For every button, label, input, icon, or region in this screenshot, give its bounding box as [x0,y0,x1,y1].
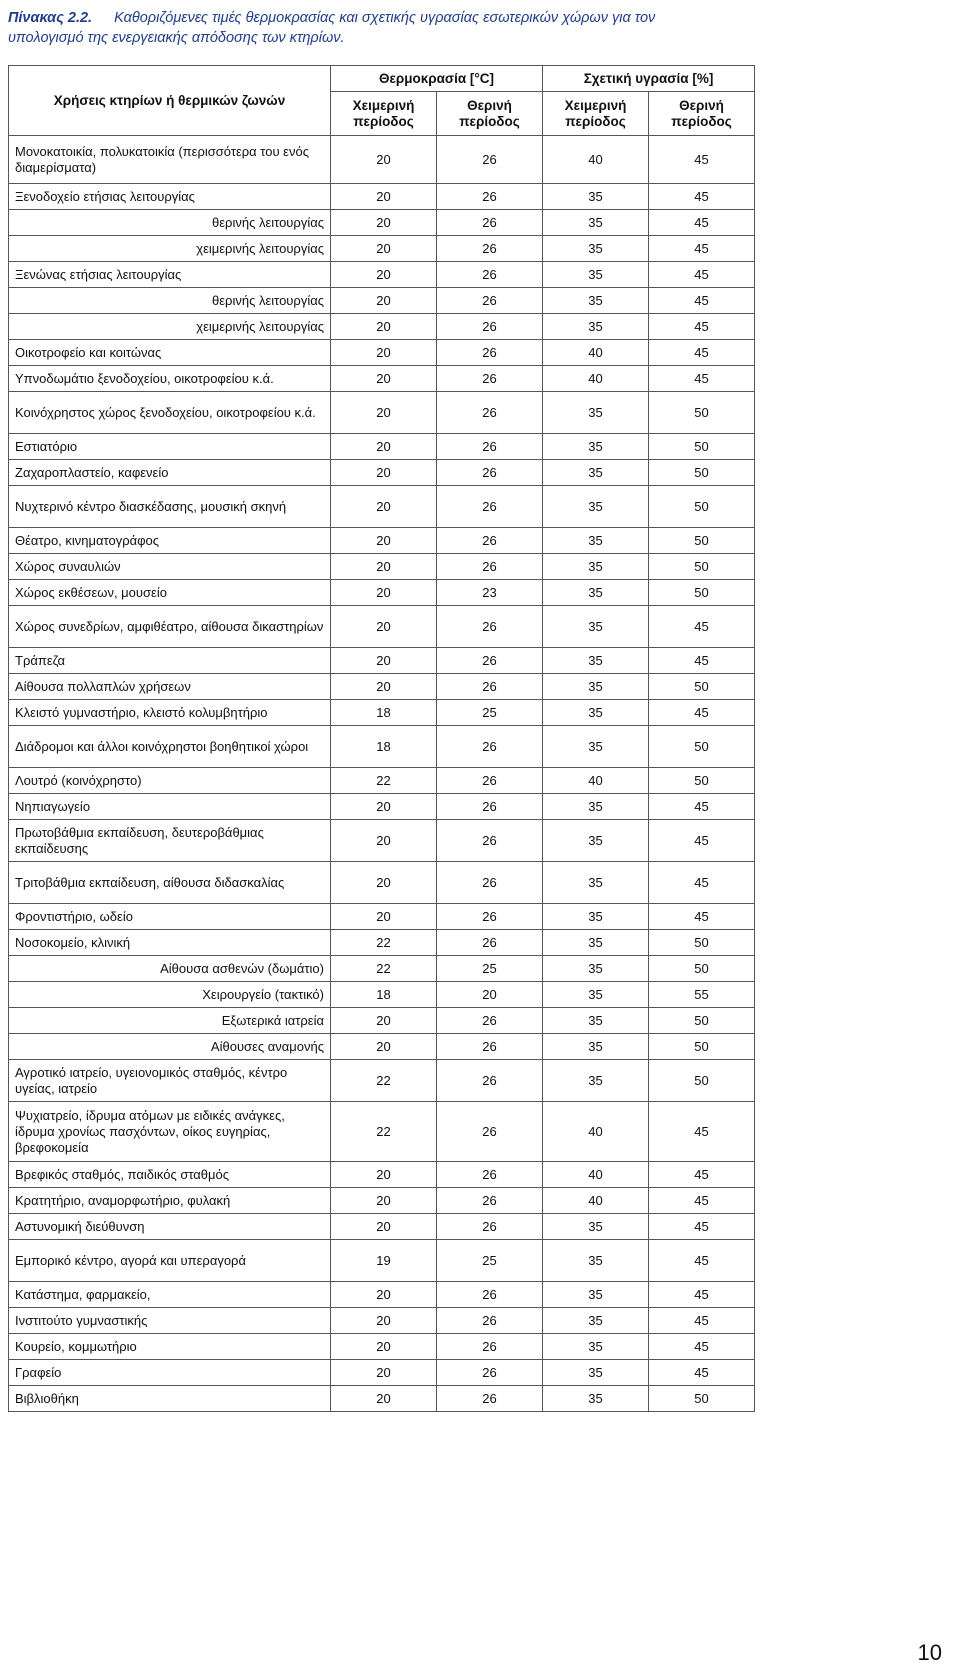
cell-temp-summer: 26 [437,674,543,700]
table-row [9,1386,755,1412]
cell-hum-winter: 35 [543,956,649,982]
cell-hum-summer: 45 [649,904,755,930]
cell-hum-winter: 35 [543,314,649,340]
cell-hum-summer: 50 [649,956,755,982]
cell-hum-summer: 45 [649,314,755,340]
table-row [9,1060,755,1102]
cell-hum-summer: 45 [649,366,755,392]
cell-temp-winter: 20 [331,554,437,580]
cell-temp-summer: 26 [437,1334,543,1360]
cell-temp-summer: 26 [437,1008,543,1034]
cell-hum-summer: 50 [649,528,755,554]
row-use-name: Θέατρο, κινηματογράφος [9,528,331,554]
cell-temp-winter: 20 [331,648,437,674]
cell-temp-winter: 20 [331,904,437,930]
table-row [9,554,755,580]
cell-temp-winter: 20 [331,288,437,314]
table-caption [8,8,708,48]
cell-hum-summer: 50 [649,1386,755,1412]
cell-hum-summer: 50 [649,392,755,434]
cell-hum-winter: 35 [543,1282,649,1308]
cell-temp-summer: 25 [437,700,543,726]
cell-hum-winter: 40 [543,340,649,366]
row-use-name: Υπνοδωμάτιο ξενοδοχείου, οικοτροφείου κ.ά. [9,366,331,392]
cell-hum-summer: 50 [649,768,755,794]
row-use-name: χειμερινής λειτουργίας [9,314,331,340]
cell-hum-winter: 35 [543,862,649,904]
cell-temp-winter: 20 [331,862,437,904]
cell-temp-winter: 22 [331,956,437,982]
table-row [9,236,755,262]
table-row [9,1214,755,1240]
table-row [9,768,755,794]
table-row [9,366,755,392]
caption-label: Πίνακας 2.2. [8,10,93,26]
table-row [9,1334,755,1360]
row-use-name: Τριτοβάθμια εκπαίδευση, αίθουσα διδασκαλίας [9,862,331,904]
cell-temp-summer: 26 [437,366,543,392]
cell-temp-winter: 20 [331,1360,437,1386]
row-use-name: Αίθουσα πολλαπλών χρήσεων [9,674,331,700]
cell-temp-winter: 20 [331,674,437,700]
table-row [9,486,755,528]
cell-temp-summer: 26 [437,1188,543,1214]
table-row [9,528,755,554]
cell-temp-winter: 22 [331,930,437,956]
row-use-name: Χειρουργείο (τακτικό) [9,982,331,1008]
table-row [9,340,755,366]
row-use-name: Ξενοδοχείο ετήσιας λειτουργίας [9,184,331,210]
cell-hum-summer: 45 [649,1214,755,1240]
row-use-name: Ζαχαροπλαστείο, καφενείο [9,460,331,486]
cell-temp-winter: 20 [331,1282,437,1308]
cell-temp-winter: 20 [331,210,437,236]
page-number: 10 [917,1640,942,1665]
row-use-name: Γραφείο [9,1360,331,1386]
table-row [9,1008,755,1034]
cell-hum-winter: 35 [543,1060,649,1102]
cell-hum-summer: 45 [649,1162,755,1188]
cell-hum-winter: 40 [543,1188,649,1214]
table-row [9,392,755,434]
cell-temp-summer: 26 [437,460,543,486]
table-row [9,136,755,184]
cell-hum-winter: 35 [543,486,649,528]
cell-hum-winter: 35 [543,460,649,486]
row-use-name: Εξωτερικά ιατρεία [9,1008,331,1034]
cell-hum-winter: 35 [543,606,649,648]
row-use-name: Χώρος συνεδρίων, αμφιθέατρο, αίθουσα δικαστηρίων [9,606,331,648]
row-use-name: Βρεφικός σταθμός, παιδικός σταθμός [9,1162,331,1188]
cell-hum-winter: 35 [543,184,649,210]
cell-hum-winter: 35 [543,674,649,700]
table-row [9,210,755,236]
table-row [9,314,755,340]
cell-hum-summer: 45 [649,1308,755,1334]
cell-hum-summer: 50 [649,1008,755,1034]
cell-temp-winter: 20 [331,434,437,460]
row-use-name: Αίθουσα ασθενών (δωμάτιο) [9,956,331,982]
cell-hum-winter: 35 [543,236,649,262]
cell-temp-winter: 20 [331,528,437,554]
row-use-name: Λουτρό (κοινόχρηστο) [9,768,331,794]
cell-hum-summer: 45 [649,820,755,862]
cell-hum-summer: 45 [649,700,755,726]
cell-hum-winter: 35 [543,288,649,314]
cell-hum-winter: 35 [543,210,649,236]
row-use-name: Νοσοκομείο, κλινική [9,930,331,956]
cell-temp-winter: 20 [331,136,437,184]
cell-hum-summer: 50 [649,726,755,768]
table-row [9,262,755,288]
cell-temp-summer: 26 [437,136,543,184]
table-row [9,726,755,768]
cell-hum-summer: 50 [649,554,755,580]
cell-temp-summer: 26 [437,1102,543,1162]
row-use-name: χειμερινής λειτουργίας [9,236,331,262]
row-use-name: Αστυνομική διεύθυνση [9,1214,331,1240]
row-use-name: Κοινόχρηστος χώρος ξενοδοχείου, οικοτροφείου κ.ά. [9,392,331,434]
table-row [9,1102,755,1162]
cell-temp-summer: 26 [437,648,543,674]
table-row [9,862,755,904]
cell-temp-summer: 26 [437,528,543,554]
cell-temp-summer: 26 [437,392,543,434]
cell-hum-winter: 35 [543,434,649,460]
row-use-name: θερινής λειτουργίας [9,210,331,236]
row-use-name: Χώρος συναυλιών [9,554,331,580]
header-humidity: Σχετική υγρασία [%] [543,66,755,92]
header-temp-summer: Θερινή περίοδος [437,92,543,136]
header-temp-winter: Χειμερινή περίοδος [331,92,437,136]
table-row [9,1162,755,1188]
cell-hum-summer: 55 [649,982,755,1008]
cell-temp-summer: 26 [437,1060,543,1102]
cell-hum-summer: 50 [649,434,755,460]
row-use-name: Νυχτερινό κέντρο διασκέδασης, μουσική σκηνή [9,486,331,528]
cell-temp-winter: 20 [331,236,437,262]
cell-temp-winter: 20 [331,460,437,486]
table-row [9,956,755,982]
cell-temp-summer: 26 [437,434,543,460]
row-use-name: Οικοτροφείο και κοιτώνας [9,340,331,366]
cell-hum-winter: 35 [543,1214,649,1240]
cell-hum-winter: 40 [543,136,649,184]
cell-hum-winter: 35 [543,262,649,288]
cell-hum-summer: 45 [649,288,755,314]
table-row [9,606,755,648]
cell-hum-summer: 45 [649,862,755,904]
table-header [9,66,755,136]
cell-temp-winter: 18 [331,700,437,726]
table-row [9,794,755,820]
cell-temp-summer: 26 [437,262,543,288]
cell-temp-winter: 20 [331,1214,437,1240]
cell-temp-winter: 20 [331,1188,437,1214]
cell-hum-summer: 45 [649,340,755,366]
table-row [9,1188,755,1214]
row-use-name: Κρατητήριο, αναμορφωτήριο, φυλακή [9,1188,331,1214]
row-use-name: Εμπορικό κέντρο, αγορά και υπεραγορά [9,1240,331,1282]
row-use-name: Τράπεζα [9,648,331,674]
cell-hum-winter: 35 [543,554,649,580]
table-row [9,1308,755,1334]
cell-hum-winter: 35 [543,1308,649,1334]
row-use-name: Μονοκατοικία, πολυκατοικία (περισσότερα του ενός διαμερίσματα) [9,136,331,184]
cell-temp-winter: 18 [331,982,437,1008]
cell-temp-summer: 26 [437,1386,543,1412]
cell-hum-summer: 50 [649,674,755,700]
table-row [9,820,755,862]
cell-hum-summer: 45 [649,794,755,820]
table-row [9,648,755,674]
cell-hum-summer: 45 [649,1360,755,1386]
cell-temp-winter: 20 [331,794,437,820]
cell-temp-summer: 25 [437,1240,543,1282]
cell-temp-summer: 26 [437,210,543,236]
cell-temp-summer: 25 [437,956,543,982]
cell-temp-summer: 23 [437,580,543,606]
cell-temp-summer: 26 [437,314,543,340]
cell-hum-winter: 35 [543,726,649,768]
cell-temp-summer: 26 [437,236,543,262]
table-row [9,674,755,700]
cell-hum-winter: 35 [543,1008,649,1034]
row-use-name: Κατάστημα, φαρμακείο, [9,1282,331,1308]
cell-temp-winter: 20 [331,262,437,288]
cell-hum-winter: 35 [543,700,649,726]
row-use-name: Ξενώνας ετήσιας λειτουργίας [9,262,331,288]
cell-hum-winter: 35 [543,1386,649,1412]
cell-temp-summer: 26 [437,862,543,904]
cell-temp-summer: 26 [437,1360,543,1386]
cell-hum-winter: 35 [543,528,649,554]
cell-hum-summer: 50 [649,1060,755,1102]
cell-temp-winter: 20 [331,314,437,340]
cell-hum-summer: 45 [649,262,755,288]
cell-temp-winter: 20 [331,1334,437,1360]
row-use-name: θερινής λειτουργίας [9,288,331,314]
cell-hum-summer: 45 [649,1282,755,1308]
cell-hum-winter: 35 [543,580,649,606]
cell-temp-summer: 26 [437,606,543,648]
cell-temp-summer: 26 [437,288,543,314]
cell-temp-winter: 20 [331,1008,437,1034]
cell-temp-summer: 26 [437,1308,543,1334]
header-temperature: Θερμοκρασία [°C] [331,66,543,92]
cell-temp-summer: 20 [437,982,543,1008]
row-use-name: Διάδρομοι και άλλοι κοινόχρηστοι βοηθητικοί χώροι [9,726,331,768]
cell-hum-summer: 45 [649,1240,755,1282]
table-row [9,1360,755,1386]
cell-hum-summer: 45 [649,1334,755,1360]
cell-temp-winter: 20 [331,1034,437,1060]
table-row [9,1034,755,1060]
cell-hum-winter: 35 [543,392,649,434]
cell-hum-summer: 45 [649,210,755,236]
cell-hum-winter: 35 [543,1334,649,1360]
cell-temp-summer: 26 [437,820,543,862]
cell-hum-summer: 50 [649,930,755,956]
cell-hum-winter: 35 [543,982,649,1008]
row-use-name: Ινστιτούτο γυμναστικής [9,1308,331,1334]
cell-temp-summer: 26 [437,794,543,820]
row-use-name: Νηπιαγωγείο [9,794,331,820]
cell-hum-winter: 35 [543,1034,649,1060]
cell-hum-winter: 35 [543,648,649,674]
cell-hum-winter: 40 [543,366,649,392]
table-row [9,434,755,460]
cell-hum-winter: 40 [543,1102,649,1162]
table-row [9,1240,755,1282]
row-use-name: Ψυχιατρείο, ίδρυμα ατόμων με ειδικές ανάγκες, ίδρυμα χρονίως πασχόντων, οίκος ευγηρίας, βρεφοκομεία [9,1102,331,1162]
row-use-name: Χώρος εκθέσεων, μουσείο [9,580,331,606]
cell-temp-summer: 26 [437,930,543,956]
cell-hum-summer: 45 [649,1188,755,1214]
table-row [9,982,755,1008]
cell-hum-summer: 45 [649,136,755,184]
cell-temp-summer: 26 [437,340,543,366]
cell-hum-summer: 45 [649,648,755,674]
row-use-name: Εστιατόριο [9,434,331,460]
row-use-name: Βιβλιοθήκη [9,1386,331,1412]
cell-temp-summer: 26 [437,1162,543,1188]
cell-temp-summer: 26 [437,554,543,580]
cell-temp-summer: 26 [437,1214,543,1240]
table-row [9,1282,755,1308]
cell-hum-summer: 45 [649,184,755,210]
cell-temp-winter: 22 [331,768,437,794]
table-row [9,288,755,314]
cell-hum-summer: 45 [649,236,755,262]
table-row [9,580,755,606]
caption-text: Καθοριζόμενες τιμές θερμοκρασίας και σχετικής υγρασίας εσωτερικών χώρων για τον υπολογισμό της ενεργειακής απόδοσης των κτηρίων. [8,10,656,46]
cell-hum-summer: 45 [649,1102,755,1162]
cell-temp-summer: 26 [437,486,543,528]
cell-temp-summer: 26 [437,1034,543,1060]
cell-temp-summer: 26 [437,726,543,768]
table-row [9,184,755,210]
cell-temp-winter: 20 [331,366,437,392]
table-row [9,904,755,930]
cell-hum-summer: 50 [649,580,755,606]
row-use-name: Αίθουσες αναμονής [9,1034,331,1060]
table-row [9,460,755,486]
cell-hum-winter: 35 [543,794,649,820]
header-hum-summer: Θερινή περίοδος [649,92,755,136]
table-body [9,136,755,1412]
cell-hum-winter: 35 [543,820,649,862]
cell-temp-summer: 26 [437,184,543,210]
conditions-table [8,65,755,1412]
cell-temp-winter: 22 [331,1060,437,1102]
header-uses: Χρήσεις κτηρίων ή θερμικών ζωνών [9,66,331,136]
cell-hum-summer: 50 [649,1034,755,1060]
row-use-name: Κουρείο, κομμωτήριο [9,1334,331,1360]
cell-temp-summer: 26 [437,768,543,794]
row-use-name: Κλειστό γυμναστήριο, κλειστό κολυμβητήριο [9,700,331,726]
cell-temp-summer: 26 [437,904,543,930]
cell-hum-summer: 50 [649,460,755,486]
cell-hum-winter: 35 [543,930,649,956]
cell-temp-winter: 20 [331,820,437,862]
cell-temp-winter: 20 [331,392,437,434]
cell-hum-winter: 35 [543,1240,649,1282]
cell-hum-summer: 45 [649,606,755,648]
cell-temp-winter: 20 [331,1162,437,1188]
row-use-name: Αγροτικό ιατρείο, υγειονομικός σταθμός, κέντρο υγείας, ιατρείο [9,1060,331,1102]
cell-hum-winter: 40 [543,1162,649,1188]
row-use-name: Φροντιστήριο, ωδείο [9,904,331,930]
cell-temp-winter: 20 [331,580,437,606]
cell-temp-winter: 20 [331,606,437,648]
table-row [9,700,755,726]
cell-hum-winter: 35 [543,904,649,930]
cell-temp-winter: 20 [331,1386,437,1412]
cell-temp-summer: 26 [437,1282,543,1308]
cell-temp-winter: 19 [331,1240,437,1282]
cell-temp-winter: 22 [331,1102,437,1162]
header-hum-winter: Χειμερινή περίοδος [543,92,649,136]
table-row [9,930,755,956]
row-use-name: Πρωτοβάθμια εκπαίδευση, δευτεροβάθμιας εκπαίδευσης [9,820,331,862]
cell-hum-summer: 50 [649,486,755,528]
cell-temp-winter: 20 [331,1308,437,1334]
cell-temp-winter: 18 [331,726,437,768]
cell-hum-winter: 35 [543,1360,649,1386]
cell-hum-winter: 40 [543,768,649,794]
cell-temp-winter: 20 [331,340,437,366]
cell-temp-winter: 20 [331,184,437,210]
table-container [8,65,754,1412]
cell-temp-winter: 20 [331,486,437,528]
